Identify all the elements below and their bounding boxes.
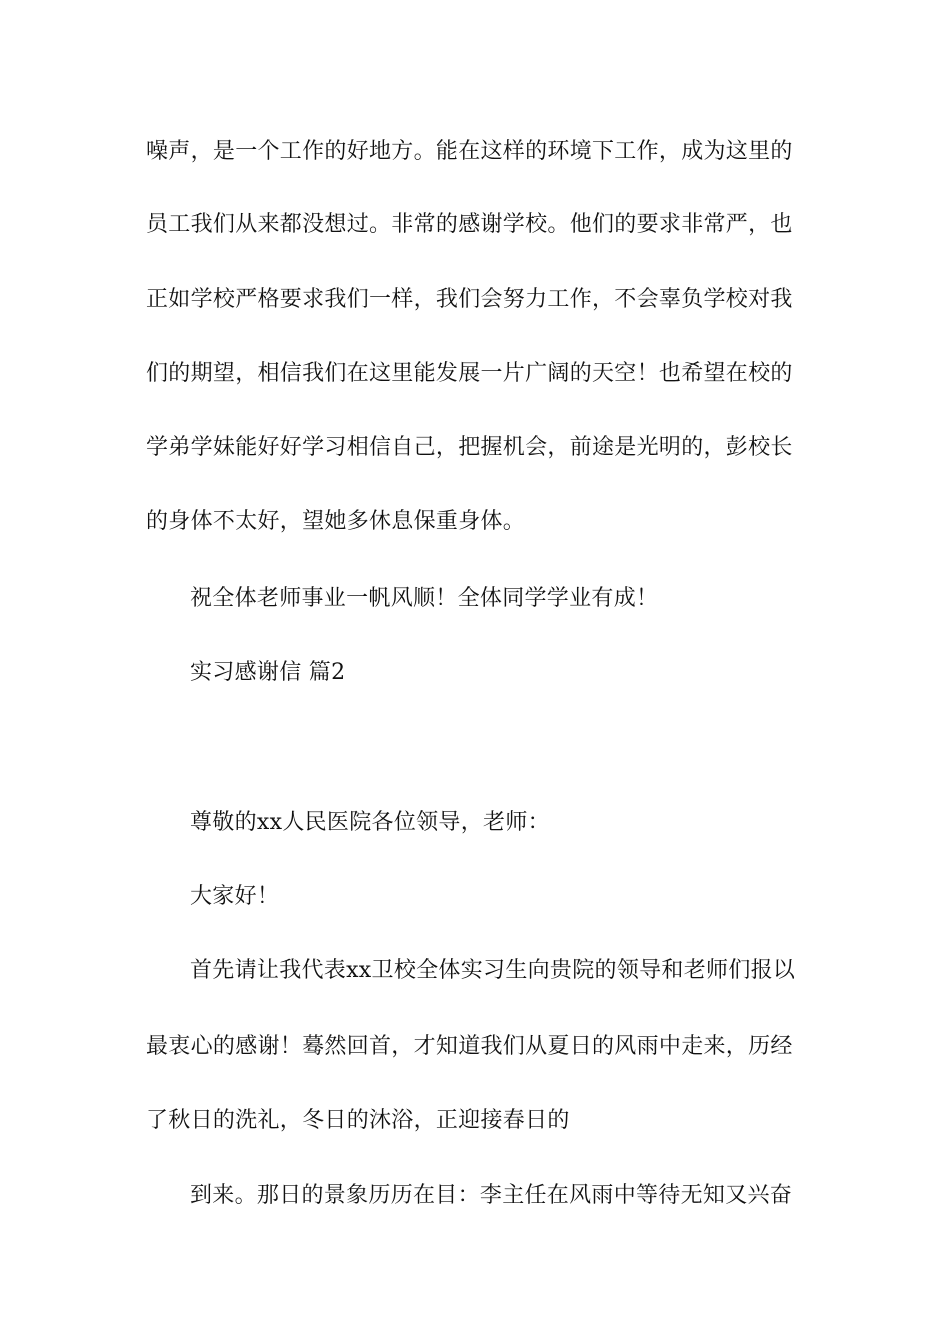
text-line-1: 噪声，是一个工作的好地方。能在这样的环境下工作，成为这里的 (146, 139, 793, 164)
text-line-5: 学弟学妹能好好学习相信自己，把握机会，前途是光明的，彭校长 (146, 435, 793, 460)
text-line-13: 了秋日的洗礼，冬日的沐浴，正迎接春日的 (146, 1108, 570, 1133)
greeting: 大家好！ (190, 884, 280, 909)
paragraph-start: 首先请让我代表xx卫校全体实习生向贵院的领导和老师们报以 (190, 958, 796, 983)
text-line-2: 员工我们从来都没想过。非常的感谢学校。他们的要求非常严，也 (146, 212, 793, 237)
text-line-14: 到来。那日的景象历历在目：李主任在风雨中等待无知又兴奋 (190, 1183, 793, 1208)
text-line-12: 最衷心的感谢！蓦然回首，才知道我们从夏日的风雨中走来，历经 (146, 1034, 793, 1059)
text-line-6: 的身体不太好，望她多休息保重身体。 (146, 509, 526, 534)
section-heading: 实习感谢信 篇2 (190, 660, 346, 685)
text-line-3: 正如学校严格要求我们一样，我们会努力工作，不会辜负学校对我 (146, 287, 793, 312)
text-line-4: 们的期望，相信我们在这里能发展一片广阔的天空！也希望在校的 (146, 361, 793, 386)
salutation: 尊敬的xx人民医院各位领导，老师： (190, 810, 550, 835)
blessing-line: 祝全体老师事业一帆风顺！全体同学学业有成！ (190, 586, 659, 611)
